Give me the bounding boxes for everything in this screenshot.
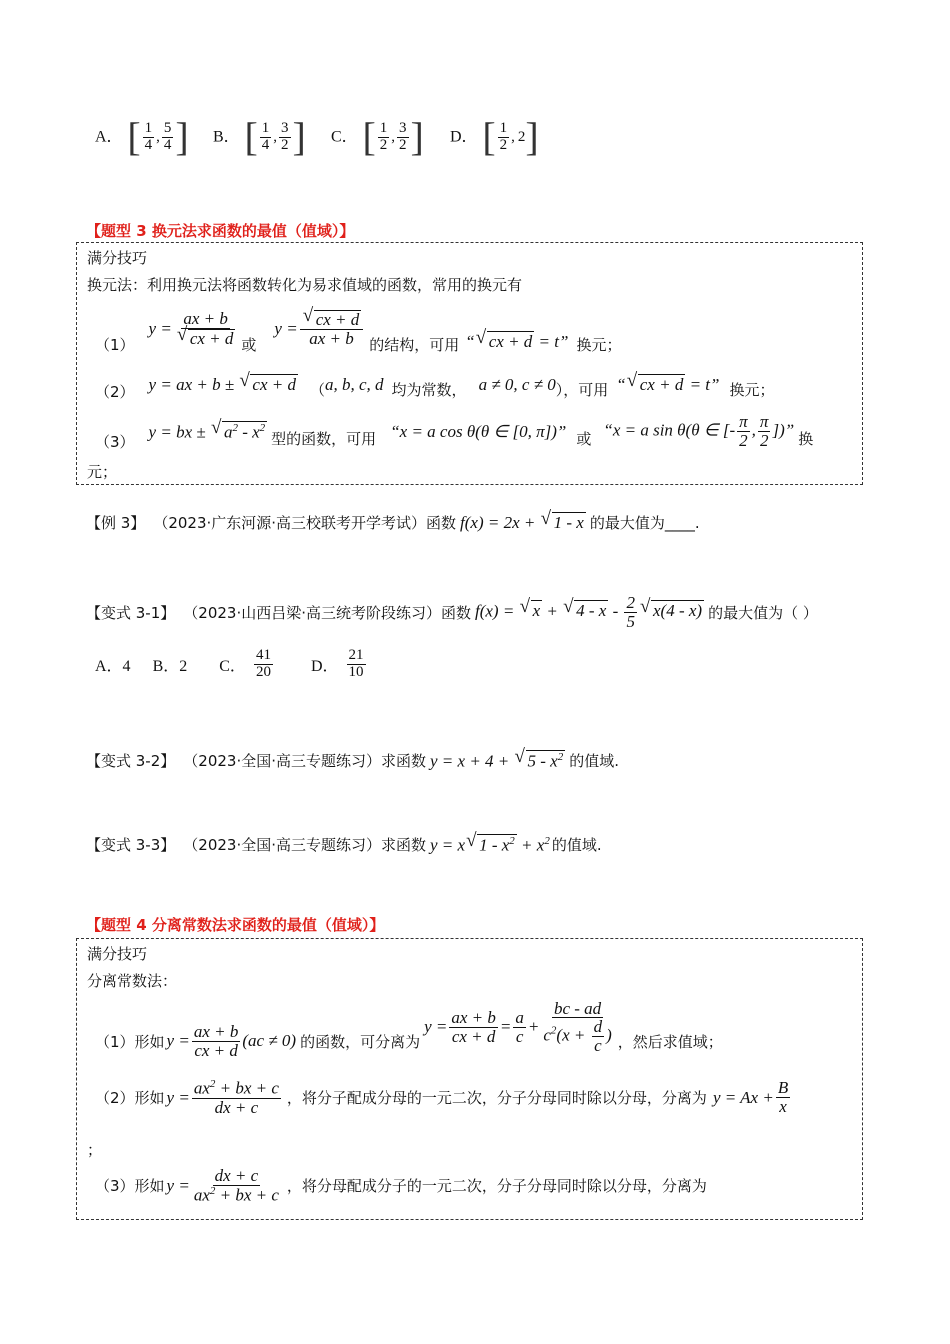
variant-3-1: 【变式 3-1】 （2023·山西吕梁·高三统考阶段练习）函数 f(x) = √ x + √ 4 - x - $\frac{2}{5}$ √ x(4 - x) 的最大值为（ ） <box>86 594 818 631</box>
v31-option-b: B．2 <box>152 657 188 675</box>
interval-a: [ $\frac{1}{4}$ , $\frac{5}{4}$ ] <box>127 114 189 159</box>
type4-item3: （3）形如 y = $\frac{dx + c}{ax^2 + bx + c}$ ，将分母配成分子的一元二次，分子分母同时除以分母，分离为 <box>95 1166 707 1205</box>
type3-item3-tail: 元； <box>87 463 118 481</box>
interval-b: [ $\frac{1}{4}$ , $\frac{3}{2}$ ] <box>244 114 306 159</box>
type4-heading: 【题型 4 分离常数法求函数的最值（值域）】 <box>86 916 385 934</box>
variant-3-2: 【变式 3-2】 （2023·全国·高三专题练习）求函数 y = x + 4 + √ $5 - x^2$ 的值域. <box>86 750 619 772</box>
v31-option-d: D． $\frac{21}{10}$ <box>310 647 364 680</box>
type4-tips-box <box>76 938 863 1220</box>
interval-c: [ $\frac{1}{2}$ , $\frac{3}{2}$ ] <box>362 114 424 159</box>
type3-item1: （1） y = ax + b √ cx + d 或 y = √ $\frac{cx + d}{ax + b}$ 的结构，可用 “√ cx + d = t” 换元； <box>95 301 621 357</box>
type4-tip-title: 满分技巧 <box>87 945 148 963</box>
v31-option-a: A．4 <box>95 657 131 675</box>
variant-3-3: 【变式 3-3】 （2023·全国·高三专题练习）求函数 y = x√ $1 - x^2 + x^2$ 的值域. <box>86 834 602 856</box>
v31-option-c: C． $\frac{41}{20}$ <box>219 647 271 680</box>
type3-tips-box <box>76 242 863 485</box>
variant-3-1-options <box>95 648 368 681</box>
type3-heading: 【题型 3 换元法求函数的最值（值域）】 <box>86 222 355 240</box>
type3-item2: （2） y = ax + b ± √ cx + d （ a, b, c, d 均为常数， a ≠ 0, c ≠ 0 ），可用 “√ cx + d = t” 换元； <box>95 367 775 402</box>
type4-item1: （1）形如 y = $\frac{ax + b}{cx + d}$ (ac ≠ 0) 的函数，可分离为 y = $\frac{ax + b}{cx + d}$ = $\frac{a}{c}$ + bc - ad $c^2(x$ + $\frac{d}{c}$ ) ，然后求值域； <box>95 998 723 1060</box>
type4-item2-semicolon: ； <box>87 1141 103 1159</box>
type3-intro: 换元法：利用换元法将函数转化为易求值域的函数，常用的换元有 <box>87 276 523 294</box>
type3-tip-title: 满分技巧 <box>87 249 148 267</box>
interval-d: [ $\frac{1}{2}$ , 2 ] <box>482 114 539 159</box>
option-c: C． [ $\frac{1}{2}$ , $\frac{3}{2}$ ] <box>331 114 424 159</box>
type4-item2: （2）形如 y = $\frac{ax^2 + bx + c}{dx + c}$ ，将分子配成分母的一元二次，分子分母同时除以分母，分离为 y = Ax + $\frac{B}{x}$ <box>95 1078 789 1117</box>
type3-item3: （3） y = bx ± √ $a^2 - x^2$ 型的函数，可用 “x = a cos θ(θ ∈ [0, π])” 或 “x = a sin θ(θ ∈ [- $\frac{\pi}{2}$ , $\frac{\pi}{2}$ ])” 换 <box>95 411 813 452</box>
example-3: 【例 3】 （2023·广东河源·高三校联考开学考试）函数 f(x) = 2x + √ 1 - x 的最大值为____. <box>86 512 700 533</box>
option-b: B． [ $\frac{1}{4}$ , $\frac{3}{2}$ ] <box>213 114 306 159</box>
option-a: A． [ $\frac{1}{4}$ , $\frac{5}{4}$ ] <box>95 114 189 159</box>
type4-intro: 分离常数法： <box>87 972 178 990</box>
option-d: D． [ $\frac{1}{2}$ , 2 ] <box>450 114 539 159</box>
